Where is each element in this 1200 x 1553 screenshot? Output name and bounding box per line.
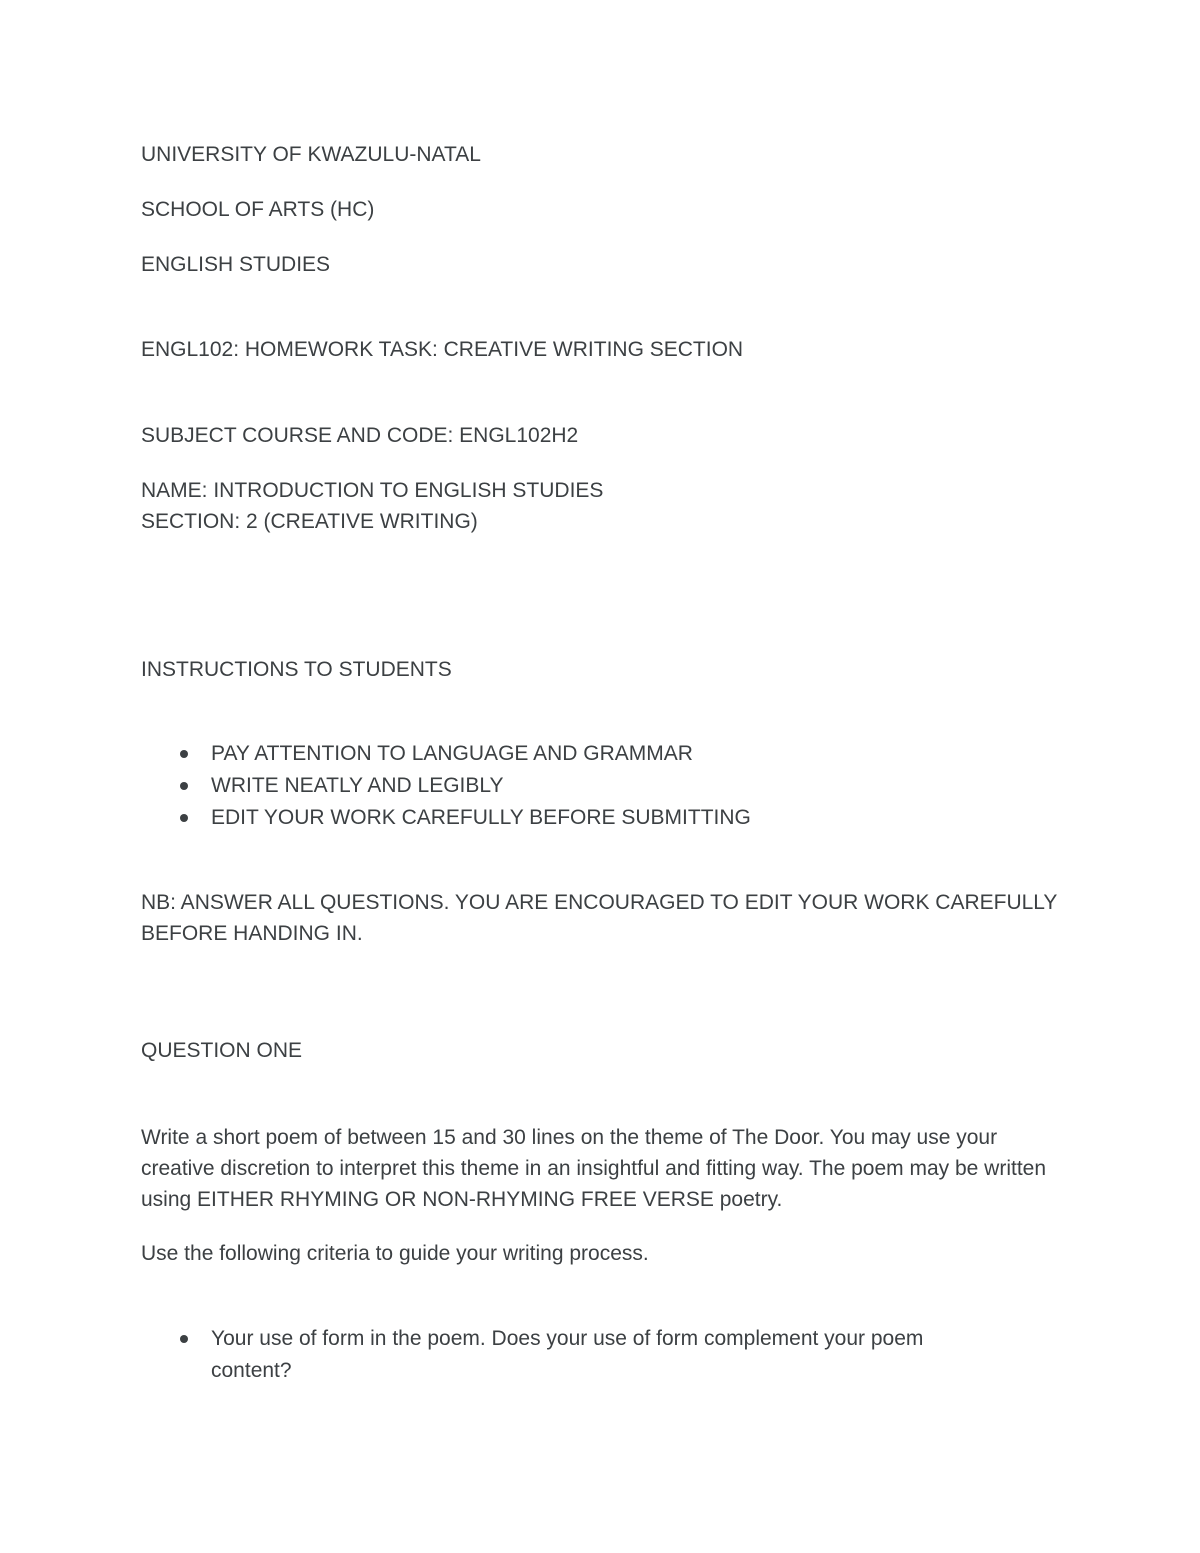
question-one-heading: QUESTION ONE: [141, 1039, 303, 1062]
criteria-list: [141, 1323, 1001, 1387]
course-name: NAME: INTRODUCTION TO ENGLISH STUDIES: [141, 479, 604, 502]
bullet-icon: [180, 782, 188, 790]
instructions-list: [141, 738, 751, 834]
criteria-intro: Use the following criteria to guide your writing process.: [141, 1242, 649, 1265]
question-one-prompt: Write a short poem of between 15 and 30 lines on the theme of The Door. You may use your creative discretion to interpret this theme in an insightful and fitting way. The poem may be written using EITHER RHYMING OR NON-RHYMING FREE VERSE poetry.: [141, 1126, 1047, 1211]
list-item: EDIT YOUR WORK CAREFULLY BEFORE SUBMITTING: [141, 802, 751, 834]
bullet-icon: [180, 1335, 188, 1343]
list-item: Your use of form in the poem. Does your use of form complement your poem content?: [141, 1323, 1001, 1387]
school-name: SCHOOL OF ARTS (HC): [141, 198, 375, 221]
bullet-icon: [180, 750, 188, 758]
course-section: SECTION: 2 (CREATIVE WRITING): [141, 510, 478, 533]
task-title: ENGL102: HOMEWORK TASK: CREATIVE WRITING SECTION: [141, 338, 744, 361]
instructions-heading: INSTRUCTIONS TO STUDENTS: [141, 658, 452, 681]
department-name: ENGLISH STUDIES: [141, 253, 331, 276]
list-item: PAY ATTENTION TO LANGUAGE AND GRAMMAR: [141, 738, 751, 770]
bullet-icon: [180, 814, 188, 822]
course-code: SUBJECT COURSE AND CODE: ENGL102H2: [141, 424, 579, 447]
university-name: UNIVERSITY OF KWAZULU-NATAL: [141, 143, 481, 166]
list-item: WRITE NEATLY AND LEGIBLY: [141, 770, 751, 802]
instructions-note: NB: ANSWER ALL QUESTIONS. YOU ARE ENCOURAGED TO EDIT YOUR WORK CAREFULLY BEFORE HANDING IN.: [141, 891, 1058, 945]
